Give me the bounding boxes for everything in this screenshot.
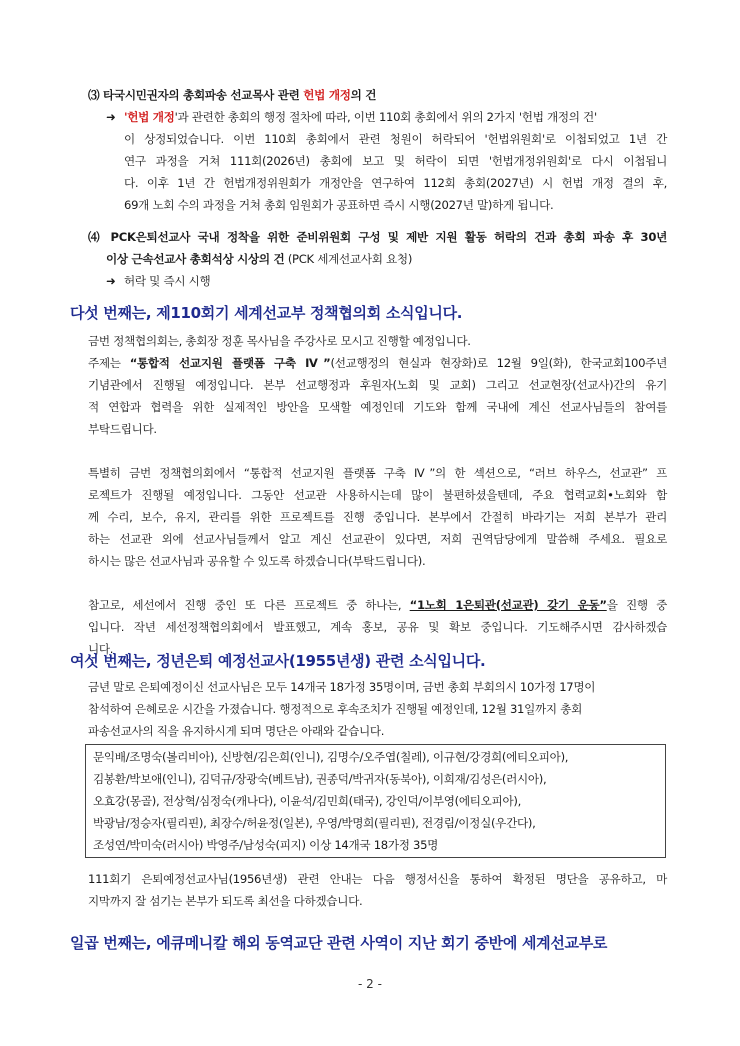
item3-line1: ➜ '헌법 개정'과 관련한 총회의 행정 절차에 따라, 이번 110회 총회에서 위의 2가지 '헌법 개정의 건' [106,106,666,128]
section5-para3-line1: 특별히 금번 정책협의회에서 “통합적 선교지원 플랫폼 구축 Ⅳ”의 한 섹션으로, “러브 하우스, 선교관” 프 [88,466,667,480]
section5-para4-line3: 니다. [88,642,114,656]
section5-para2-line4: 부탁드립니다. [88,422,157,436]
names-line: 문익배/조명숙(볼리비아), 신방현/김은희(인니), 김명수/오주엽(칠레), 이규현/강경희(에티오피아), [93,750,569,764]
retiree-names-box [85,744,666,858]
section5-para3-line4: 하는 선교관 외에 선교사님들께서 알고 계신 선교관이 있다면, 저희 권역담당에게 말씀해 주세요. 필요로 [88,532,667,546]
page-number: - 2 - [358,977,382,991]
section7-heading: 일곱 번째는, 에큐메니칼 해외 동역교단 관련 사역이 지난 회기 중반에 세계선교부로 [70,934,608,952]
section5-para2-line3: 적 연합과 협력을 위한 실제적인 방안을 모색할 예정인데 기도와 함께 국내에 계신 선교사님들의 참여를 [88,400,667,414]
arrow-right-icon: ➜ [106,274,116,288]
names-line: 박광남/정승자(필리핀), 최장수/허윤정(일본), 우영/박명희(필리핀), 전경림/이정실(우간다), [93,816,536,830]
item4-title-line2: 이상 근속선교사 총회석상 시상의 건 (PCK 세계선교사회 요청) [106,252,413,266]
section6-para1-line1: 금년 말로 은퇴예정이신 선교사님은 모두 14개국 18가정 35명이며, 금번 총회 부회의시 10가정 17명이 [88,680,596,694]
item4-title-line1: ⑷ PCK은퇴선교사 국내 정착을 위한 준비위원회 구성 및 제반 지원 활동 허락의 건과 총회 파송 후 30년 [88,230,667,244]
section6-heading: 여섯 번째는, 정년은퇴 예정선교사(1955년생) 관련 소식입니다. [70,652,486,670]
item3-line5: 69개 노회 수의 과정을 거쳐 총회 임원회가 공표하면 즉시 시행(2027년 말)하게 됩니다. [124,198,554,212]
section6-para1-line3: 파송선교사의 직을 유지하시게 되며 명단은 아래와 같습니다. [88,724,385,738]
section5-para4-line2: 입니다. 작년 세선정책협의회에서 발표했고, 계속 홍보, 공유 및 확보 중입니다. 기도해주시면 감사하겠습 [88,620,667,634]
section6-note-line1: 111회기 은퇴예정선교사님(1956년생) 관련 안내는 다음 행정서신을 통하여 확정된 명단을 공유하고, 마 [88,872,667,886]
section5-para1: 금번 정책협의회는, 총회장 정훈 목사님을 주강사로 모시고 진행할 예정입니다. [88,334,471,348]
item3-line4: 다. 이후 1년 간 헌법개정위원회가 개정안을 연구하여 112회 총회(2027년) 시 헌법 개정 결의 후, [124,176,667,190]
section5-para3-line2: 로젝트가 진행될 예정입니다. 그동안 선교관 사용하시는데 많이 불편하셨을텐데, 주요 협력교회•노회와 함 [88,488,667,502]
section5-para3-line5: 하시는 많은 선교사님과 공유할 수 있도록 하겠습니다(부탁드립니다). [88,554,426,568]
item3-line3: 연구 과정을 거쳐 111회(2026년) 총회에 보고 및 허락이 되면 '헌법개정위원회'로 다시 이첩됩니 [124,154,667,168]
item3-title: ⑶ 타국시민권자의 총회파송 선교목사 관련 헌법 개정의 건 [88,88,377,102]
section5-heading: 다섯 번째는, 제110회기 세계선교부 정책협의회 소식입니다. [70,304,463,322]
item4-result: ➜ 허락 및 즉시 시행 [106,270,210,292]
section6-note-line2: 지막까지 잘 섬기는 본부가 되도록 최선을 다하겠습니다. [88,894,363,908]
section6-para1-line2: 참석하여 은혜로운 시간을 가졌습니다. 행정적으로 후속조치가 진행될 예정인데, 12월 31일까지 총회 [88,702,583,716]
section5-para2-line1: 주제는 “통합적 선교지원 플랫폼 구축 Ⅳ”(선교행정의 현실과 현장화)로 12월 9일(화), 한국교회100주년 [88,356,667,370]
item3-line2: 이 상정되었습니다. 이번 110회 총회에서 관련 청원이 허락되어 '헌법위원회'로 이첩되었고 1년 간 [124,132,667,146]
names-line: 조성연/박미숙(러시아) 박영주/남성숙(피지) 이상 14개국 18가정 35명 [93,838,439,852]
arrow-right-icon: ➜ [106,110,116,124]
section5-para2-line2: 기념관에서 진행될 예정입니다. 본부 선교행정과 후원자(노회 및 교회) 그리고 선교현장(선교사)간의 유기 [88,378,667,392]
campaign-title: “1노회 1은퇴관(선교관) 갖기 운동” [409,598,607,612]
names-line: 김봉환/박보애(인니), 김덕규/장광숙(베트남), 권종덕/박귀자(동북아), 이희재/김성은(러시아), [93,772,547,786]
item3-title-highlight: 헌법 개정 [303,88,351,102]
section5-para4-line1: 참고로, 세선에서 진행 중인 또 다른 프로젝트 중 하나는, “1노회 1은퇴관(선교관) 갖기 운동”을 진행 중 [88,598,668,612]
names-line: 오효강(몽골), 전상혁/심정숙(캐나다), 이윤석/김민희(태국), 강인덕/이부영(에티오피아), [93,794,521,808]
section5-para3-line3: 께 수리, 보수, 유지, 관리를 위한 프로젝트를 진행 중입니다. 본부에서 간절히 바라기는 저희 본부가 관리 [88,510,667,524]
